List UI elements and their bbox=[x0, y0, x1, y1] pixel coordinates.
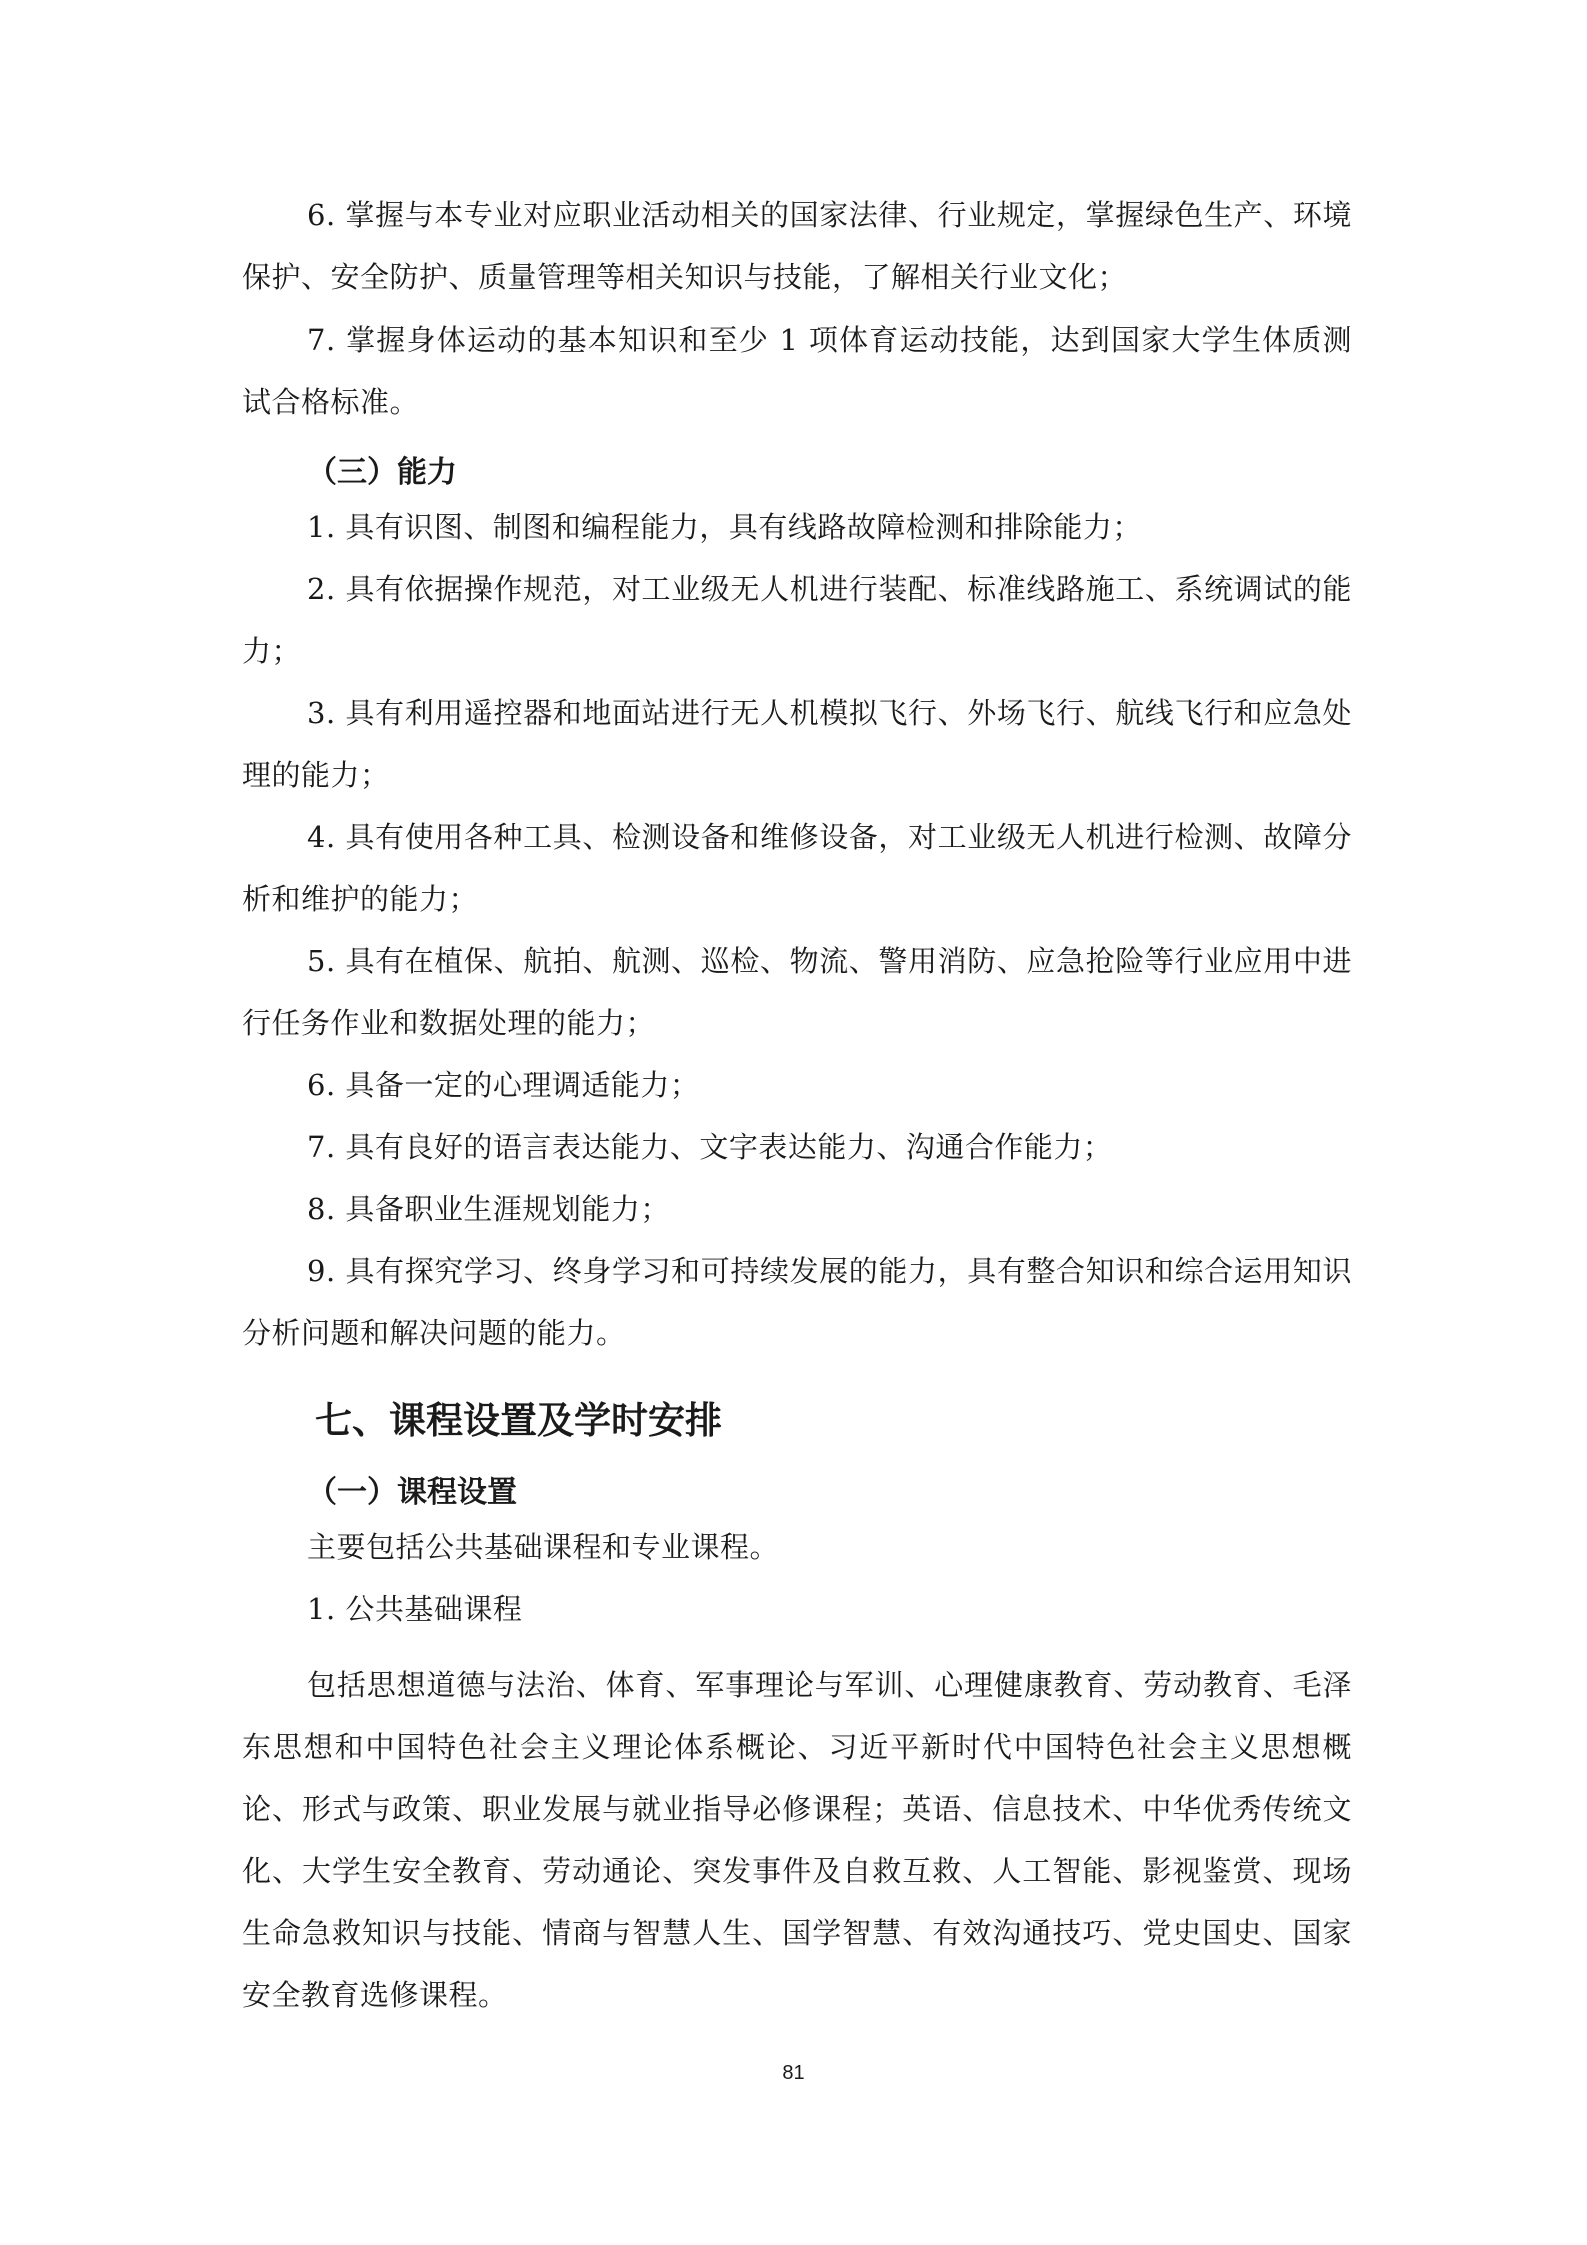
ability-item-4: 4. 具有使用各种工具、检测设备和维修设备，对工业级无人机进行检测、故障分析和维护的能力； bbox=[242, 820, 1352, 916]
section-title: 七、课程设置及学时安排 bbox=[315, 1399, 722, 1442]
public-course-heading: 1. 公共基础课程 bbox=[307, 1592, 523, 1626]
course-setup-heading: （一）课程设置 bbox=[307, 1475, 517, 1510]
ability-item-8: 8. 具备职业生涯规划能力； bbox=[307, 1192, 670, 1226]
page-number: 81 bbox=[782, 2062, 805, 2084]
knowledge-item-6: 6. 掌握与本专业对应职业活动相关的国家法律、行业规定，掌握绿色生产、环境保护、安全防护、质量管理等相关知识与技能，了解相关行业文化； bbox=[242, 198, 1352, 294]
ability-item-3: 3. 具有利用遥控器和地面站进行无人机模拟飞行、外场飞行、航线飞行和应急处理的能力； bbox=[242, 696, 1352, 792]
course-intro: 主要包括公共基础课程和专业课程。 bbox=[307, 1530, 780, 1564]
public-course-body: 包括思想道德与法治、体育、军事理论与军训、心理健康教育、劳动教育、毛泽东思想和中国特色社会主义理论体系概论、习近平新时代中国特色社会主义思想概论、形式与政策、职业发展与就业指导必修课程；英语、信息技术、中华优秀传统文化、大学生安全教育、劳动通论、突发事件及自救互救、人工智能、影视鉴赏、现场生命急救知识与技能、情商与智慧人生、国学智慧、有效沟通技巧、党史国史、国家安全教育选修课程。 bbox=[242, 1668, 1352, 2012]
ability-item-9: 9. 具有探究学习、终身学习和可持续发展的能力，具有整合知识和综合运用知识分析问题和解决问题的能力。 bbox=[242, 1254, 1352, 1350]
knowledge-item-7: 7. 掌握身体运动的基本知识和至少 1 项体育运动技能，达到国家大学生体质测试合格标准。 bbox=[242, 323, 1352, 419]
ability-item-5: 5. 具有在植保、航拍、航测、巡检、物流、警用消防、应急抢险等行业应用中进行任务作业和数据处理的能力； bbox=[242, 944, 1352, 1040]
ability-item-7: 7. 具有良好的语言表达能力、文字表达能力、沟通合作能力； bbox=[307, 1130, 1113, 1164]
ability-item-2: 2. 具有依据操作规范，对工业级无人机进行装配、标准线路施工、系统调试的能力； bbox=[242, 572, 1352, 668]
ability-item-6: 6. 具备一定的心理调适能力； bbox=[307, 1068, 700, 1102]
ability-item-1: 1. 具有识图、制图和编程能力，具有线路故障检测和排除能力； bbox=[307, 510, 1142, 544]
ability-heading: （三）能力 bbox=[307, 455, 457, 490]
